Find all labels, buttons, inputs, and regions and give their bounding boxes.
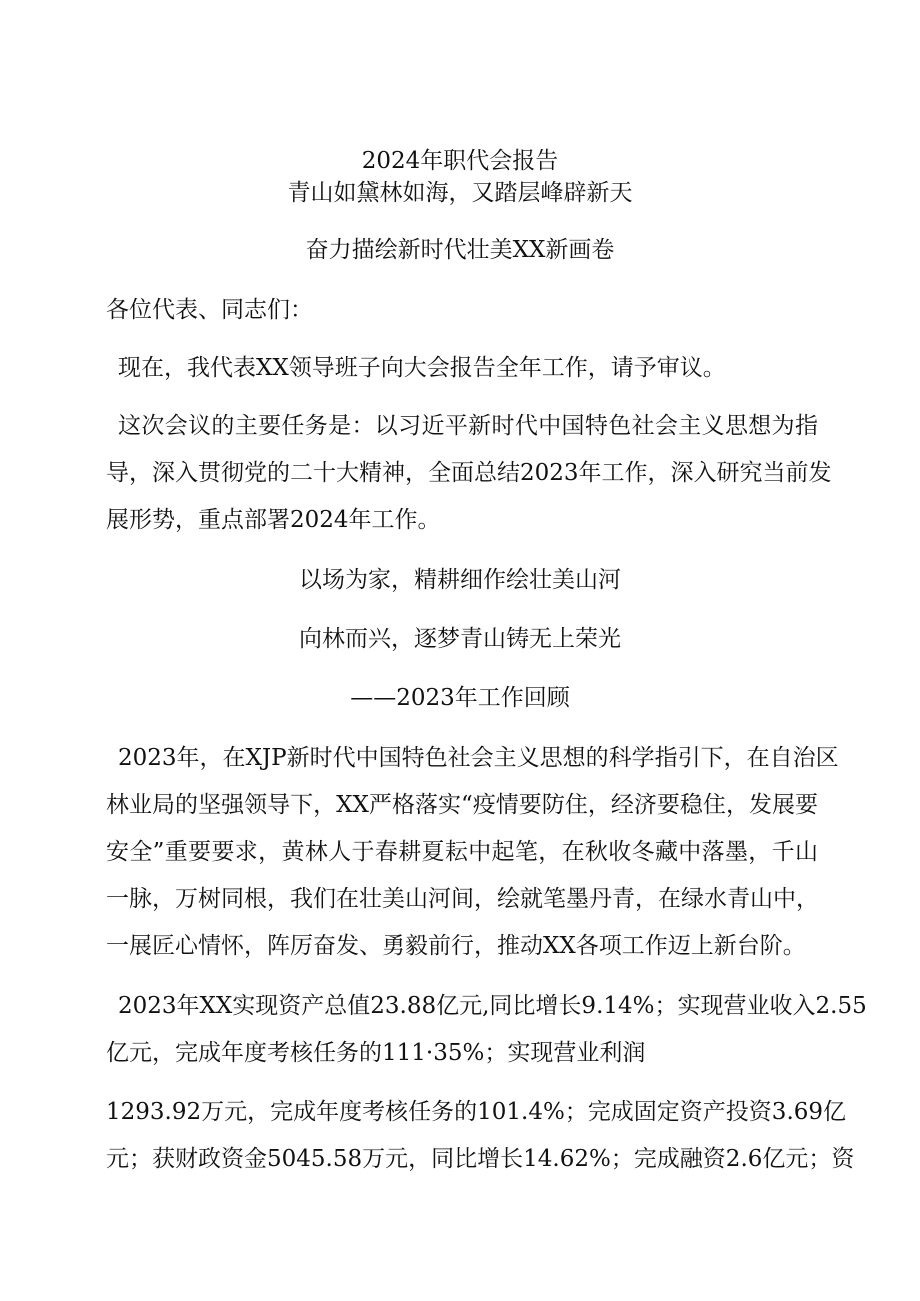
review-line-4: 一脉，万树同根，我们在壮美山河间，绘就笔墨丹青，在绿水青山中， [106,886,819,912]
task-line-3: 展形势，重点部署2024年工作。 [106,507,441,533]
review-line-5: 一展匠心情怀，阵厉奋发、勇毅前行，推动XX各项工作迈上新台阶。 [106,933,806,959]
stats-line-1: 2023年XX实现资产总值23.88亿元,同比增长9.14%；实现营业收入2.55 [118,993,867,1019]
stats-line-3: 1293.92万元，完成年度考核任务的101.4%；完成固定资产投资3.69亿 [106,1099,847,1125]
report-subtitle: 青山如黛林如海，又踏层峰辟新天 [287,180,633,206]
task-line-1: 这次会议的主要任务是：以习近平新时代中国特色社会主义思想为指 [118,413,818,439]
stats-line-4: 元；获财政资金5045.58万元，同比增长14.62%；完成融资2.6亿元；资 [106,1146,855,1172]
section-heading-3: ——2023年工作回顾 [350,685,570,711]
review-line-3: 安全”重要要求，黄林人于春耕夏耘中起笔，在秋收冬藏中落墨，千山 [106,839,818,865]
task-line-2: 导，深入贯彻党的二十大精神，全面总结2023年工作，深入研究当前发 [106,460,832,486]
review-line-1: 2023年，在XJP新时代中国特色社会主义思想的科学指引下，在自治区 [118,745,839,771]
salutation: 各位代表、同志们： [106,297,313,323]
section-heading-2: 向林而兴，逐梦青山铸无上荣光 [299,626,621,652]
review-line-2: 林业局的坚强领导下，XX严格落实“疫情要防住，经济要稳住，发展要 [106,792,818,818]
report-title: 2024年职代会报告 [361,148,559,174]
report-theme: 奋力描绘新时代壮美XX新画卷 [305,237,615,263]
section-heading-1: 以场为家，精耕细作绘壮美山河 [299,567,621,593]
intro-paragraph: 现在，我代表XX领导班子向大会报告全年工作，请予审议。 [118,355,726,381]
stats-line-2: 亿元，完成年度考核任务的111·35%；实现营业利润 [106,1040,646,1066]
